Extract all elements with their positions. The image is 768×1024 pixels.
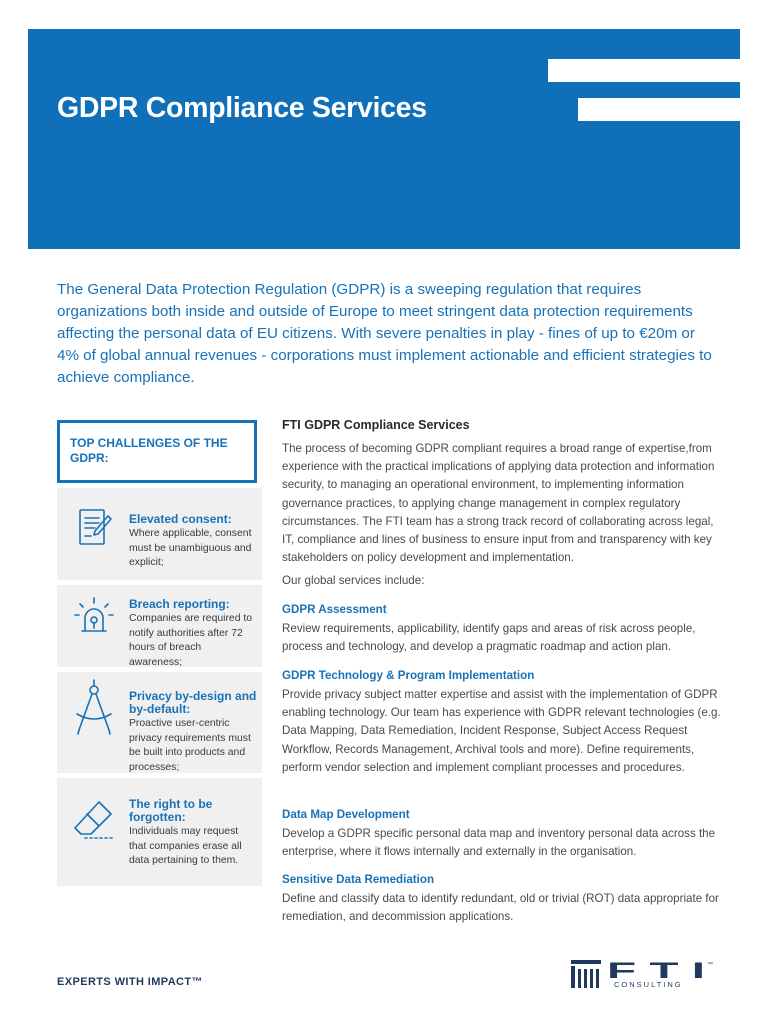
section-body: Define and classify data to identify redundant, old or trivial (ROT) data appropriate for remediation, and decommission applications. — [282, 892, 719, 924]
section-heading: Data Map Development — [282, 808, 410, 821]
challenge-item — [57, 672, 262, 773]
banner-stripe — [548, 59, 740, 82]
challenge-title: Breach reporting: — [129, 597, 230, 611]
logo-subtitle: CONSULTING — [614, 980, 683, 989]
page-title: GDPR Compliance Services — [57, 92, 427, 124]
challenge-item — [57, 778, 262, 886]
services-lead: Our global services include: — [282, 574, 425, 587]
section-body: Provide privacy subject matter expertise and assist with the implementation of GDPR enabling technology. Our team has experience with GDPR relevant technologies (e.g. Data Mapping, Data Remediation, Incident Response, Subject Access Request Workflow, Records Management, Archival tools and more). Define requirements, perform vendor selection and implement compliant processes and procedures. — [282, 688, 721, 774]
challenge-title: Elevated consent: — [129, 512, 232, 526]
compass-icon — [71, 678, 117, 738]
challenge-title: The right to be forgotten: — [129, 797, 213, 824]
challenge-title: Privacy by-design and by-default: — [129, 689, 257, 716]
challenges-panel — [57, 488, 262, 886]
challenge-body: Where applicable, consent must be unambiguous and explicit; — [129, 528, 252, 568]
intro-paragraph: The General Data Protection Regulation (GDPR) is a sweeping regulation that requires organizations both inside and outside of Europe to meet stringent data protection requirements affecting the personal data of EU citizens. With severe penalties in play - fines of up to €20m or 4% of global annual revenues - corporations must implement actionable and efficient strategies to achieve compliance. — [57, 281, 712, 386]
challenge-body: Individuals may request that companies erase all data pertaining to them. — [129, 826, 242, 866]
logo-tm: ™ — [707, 962, 713, 968]
fti-logo — [571, 957, 716, 989]
services-title: FTI GDPR Compliance Services — [282, 418, 470, 432]
section-heading: Sensitive Data Remediation — [282, 873, 435, 886]
document-icon — [71, 504, 117, 550]
section-body: Develop a GDPR specific personal data map and inventory personal data across the enterprise, where it flows internally and externally in the organisation. — [282, 827, 716, 859]
alarm-icon — [71, 593, 117, 639]
challenge-item — [57, 488, 262, 580]
footer-tagline: EXPERTS WITH IMPACT™ — [57, 976, 203, 988]
challenges-heading: TOP CHALLENGES OF THE GDPR: — [70, 436, 228, 465]
challenge-body: Companies are required to notify authorities after 72 hours of breach awareness; — [129, 613, 253, 668]
header-banner — [28, 29, 740, 249]
logo-letters: F T I — [607, 958, 705, 983]
eraser-icon — [71, 796, 117, 842]
services-intro: The process of becoming GDPR compliant requires a broad range of expertise,from experience with the practical implications of applying data protection and information security, to managing an operational environment, to implementing information governance practices, to applying change management in complex regulatory circumstances. The FTI team has a strong track record of collaborating across legal, IT, compliance and lines of business to ensure input from and transparency with key stakeholders on policy development and implementation. — [282, 442, 715, 565]
section-body: Review requirements, applicability, identify gaps and areas of risk across people, process and technology, and develop a pragmatic roadmap and action plan. — [282, 622, 696, 654]
section-heading: GDPR Assessment — [282, 603, 387, 616]
challenge-item — [57, 585, 262, 667]
banner-stripe — [578, 98, 740, 121]
challenge-body: Proactive user-centric privacy requirements must be built into products and processes; — [129, 718, 251, 773]
section-heading: GDPR Technology & Program Implementation — [282, 669, 535, 682]
challenges-heading-box — [57, 420, 257, 483]
